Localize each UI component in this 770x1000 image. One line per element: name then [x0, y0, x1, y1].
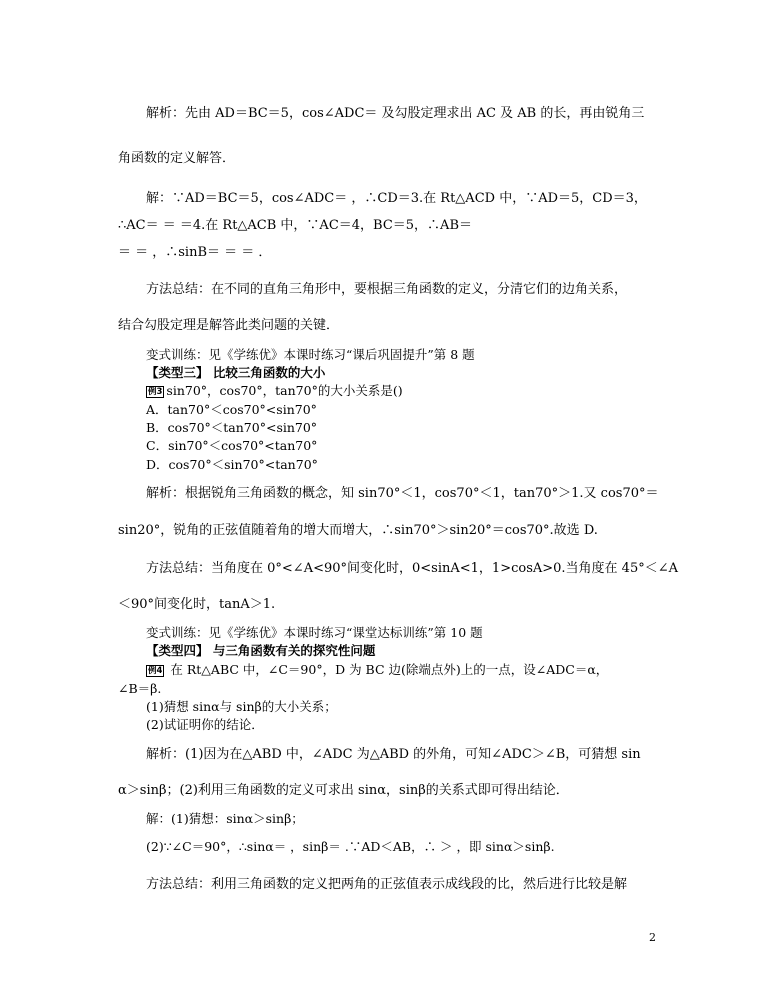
text-line [146, 813, 304, 826]
text-line [118, 598, 275, 611]
line-text: 方法总结：在不同的直角三角形中，要根据三角函数的定义，分清它们的边角关系， [146, 282, 628, 297]
line-text: ＜90°间变化时，tanA＞1. [118, 597, 276, 612]
line-text: B．cos70°＜tan70°<sin70° [146, 420, 318, 435]
text-line [146, 440, 317, 453]
text-line [146, 107, 644, 120]
text-line [146, 664, 608, 677]
text-line [146, 404, 317, 417]
text-line [118, 219, 472, 232]
text-line [118, 524, 598, 537]
text-line [146, 487, 659, 500]
text-line [146, 627, 483, 640]
line-text: 变式训练：见《学练优》本课时练习“课后巩固提升”第 8 题 [146, 347, 475, 362]
line-text: A．tan70°＜cos70°<sin70° [146, 402, 317, 417]
line-text: ∠B＝β. [118, 681, 162, 696]
line-text: 解：(1)猜想：sinα＞sinβ； [146, 811, 304, 826]
line-text: sin20°，锐角的正弦值随着角的增大而增大，∴sin70°＞sin20°＝cos70°.故选 D. [118, 523, 598, 538]
line-text: (2)试证明你的结论． [146, 717, 264, 732]
text-line [146, 349, 475, 362]
line-text: (1)猜想 sinα与 sinβ的大小关系； [146, 699, 337, 714]
example-tag: 例3 [148, 387, 163, 397]
text-line [146, 459, 318, 472]
text-line [146, 385, 403, 398]
line-text: 角函数的定义解答． [118, 151, 236, 166]
text-line [146, 645, 375, 658]
text-line [146, 841, 555, 854]
line-text: 解析：根据锐角三角函数的概念，知 sin70°＜1，cos70°＜1，tan70°＞1.又 cos70°＝ [146, 486, 659, 501]
line-text: C．sin70°＜cos70°<tan70° [146, 438, 318, 453]
line-text: D．cos70°＜sin70°<tan70° [146, 457, 318, 472]
line-text: 在 Rt△ABC 中，∠C＝90°，D 为 BC 边(除端点外)上的一点，设∠ADC＝α， [166, 662, 609, 677]
text-line [146, 878, 627, 891]
text-line [146, 422, 317, 435]
line-text: 解析：(1)因为在△ABD 中，∠ADC 为△ABD 的外角，可知∠ADC＞∠B，可猜想 sin [146, 747, 641, 762]
text-line [146, 192, 647, 205]
text-line [118, 319, 339, 332]
text-line [146, 283, 627, 296]
text-line [146, 701, 337, 714]
line-text: ∴AC＝ ＝ ＝4.在 Rt△ACB 中，∵AC＝4，BC＝5，∴AB＝ [118, 218, 472, 233]
page-number: 2 [649, 931, 656, 944]
text-line [146, 748, 641, 761]
text-line [146, 719, 264, 732]
example-tag: 例4 [148, 666, 163, 676]
line-text: 变式训练：见《学练优》本课时练习“课堂达标训练”第 10 题 [146, 625, 483, 640]
line-text: 解析：先由 AD＝BC＝5，cos∠ADC＝ 及勾股定理求出 AC 及 AB 的长，再由锐角三 [146, 106, 645, 121]
line-text: 解：∵AD＝BC＝5，cos∠ADC＝ ，∴CD＝3.在 Rt△ACD 中，∵AD＝5，CD＝3， [146, 191, 647, 206]
line-text: 方法总结：利用三角函数的定义把两角的正弦值表示成线段的比，然后进行比较是解 [146, 877, 628, 892]
line-text: α＞sinβ；(2)利用三角函数的定义可求出 sinα，sinβ的关系式即可得出结论． [118, 783, 569, 798]
text-line [146, 367, 325, 380]
line-text: sin70°，cos70°，tan70°的大小关系是() [166, 383, 403, 398]
line-text: (2)∵∠C＝90°，∴sinα＝ ，sinβ＝ .∵AD＜AB，∴ ＞ ，即 sinα＞sinβ. [146, 839, 555, 854]
text-line [118, 683, 161, 696]
line-text: ＝ ＝ ，∴sinB＝ ＝ ＝ ． [118, 245, 272, 260]
line-text: 方法总结：当角度在 0°<∠A<90°间变化时，0<sinA<1，1>cosA>0.当角度在 45°＜∠A [146, 561, 679, 576]
line-text: 【类型三】 比较三角函数的大小 [146, 365, 326, 380]
line-text: 【类型四】 与三角函数有关的探究性问题 [146, 643, 376, 658]
text-line [118, 246, 271, 259]
text-line [118, 152, 235, 165]
text-line [146, 562, 678, 575]
text-line [118, 784, 569, 797]
line-text: 结合勾股定理是解答此类问题的关键． [118, 318, 340, 333]
